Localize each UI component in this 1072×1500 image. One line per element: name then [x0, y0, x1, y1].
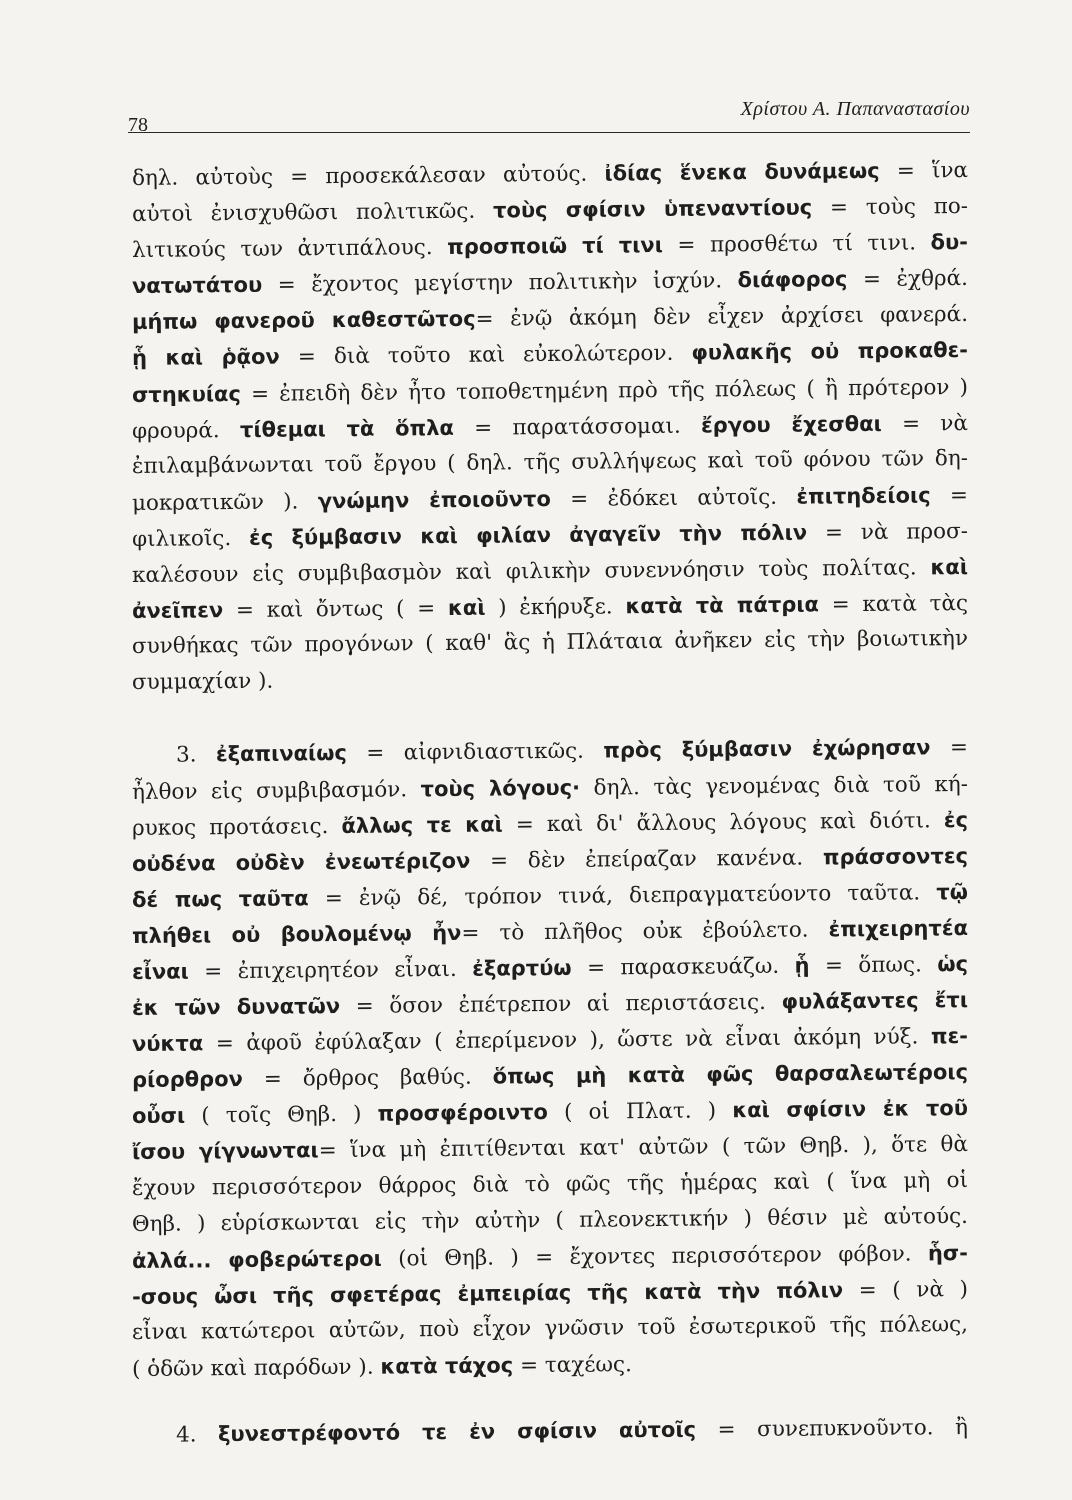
- gloss-text: = ἐπιχειρητέον εἶναι.: [188, 956, 473, 985]
- glossed-term: εἶναι: [131, 959, 189, 984]
- gloss-text: = καὶ ὄντως ( =: [223, 596, 449, 624]
- glossed-term: -σους ὦσι τῆς σφετέρας ἐμπειρίας τῆς κατὰ τὴν πόλιν: [131, 1277, 844, 1309]
- glossed-term: ἐπιχειρητέα: [828, 915, 969, 942]
- glossed-term: ἐξαπιναίως: [215, 741, 347, 767]
- gloss-text: συμμαχίαν ).: [131, 668, 274, 696]
- gloss-text: = ἐχθρά.: [847, 266, 969, 293]
- gloss-text: ἔχουν περισσότερον θάρρος διὰ τὸ φῶς τῆς ἡμέρας καὶ ( ἵνα μὴ οἱ: [131, 1167, 969, 1201]
- glossed-term: ἐξαρτύω: [472, 955, 572, 981]
- gloss-text: φιλικοῖς.: [131, 525, 250, 552]
- gloss-text: αὐτοὶ ἐνισχυθῶσι πολιτικῶς.: [131, 198, 494, 228]
- gloss-text: 3.: [175, 742, 217, 768]
- gloss-text: = συνεπυκνοῦντο. ἢ: [695, 1415, 969, 1443]
- gloss-text: = ( νὰ ): [842, 1276, 969, 1303]
- gloss-text: 4.: [175, 1422, 219, 1448]
- gloss-text: μοκρατικῶν ).: [131, 489, 318, 516]
- gloss-text: (οἱ Θηβ. ) = ἔχοντες περισσότερον φόβον.: [381, 1241, 929, 1272]
- glossed-term: ρίορθρον: [131, 1067, 243, 1093]
- gloss-text: συνθήκας τῶν προγόνων ( καθ' ἃς ἡ Πλάταια ἀνῆκεν εἰς τὴν βοιωτικὴν: [131, 626, 969, 660]
- gloss-text: εἶναι κατώτεροι αὐτῶν, ποὺ εἶχον γνῶσιν τοῦ ἐσωτερικοῦ τῆς πόλεως,: [131, 1311, 969, 1345]
- page-header: [128, 92, 970, 136]
- gloss-text: = ταχέως.: [513, 1352, 632, 1379]
- gloss-text: = ἵνα μὴ ἐπιτίθενται κατ' αὐτῶν ( τῶν Θηβ. ), ὅτε θὰ: [318, 1132, 969, 1164]
- gloss-text: = προσθέτω τί τινι.: [662, 230, 931, 259]
- gloss-text: ρυκος προτάσεις.: [131, 813, 342, 841]
- glossed-term: ἰδίας ἕνεκα δυνάμεως: [604, 158, 880, 186]
- glossed-term: ἧσ-: [927, 1240, 969, 1266]
- gloss-text: ( τοῖς Θηβ. ): [185, 1101, 378, 1129]
- gloss-text: =: [930, 735, 969, 761]
- gloss-text: = ἐπειδὴ δὲν ἦτο τοποθετημένη πρὸ τῆς πόλεως ( ἢ πρότερον ): [240, 374, 969, 407]
- glossed-term: ἀλλά... φοβερώτεροι: [131, 1246, 382, 1273]
- glossed-term: ἄλλως τε καὶ: [341, 812, 503, 838]
- text-line: [132, 1409, 968, 1453]
- gloss-text: ἦλθον εἰς συμβιβασμόν.: [131, 776, 421, 805]
- gloss-text: ( οἱ Πλατ. ): [547, 1098, 733, 1126]
- gloss-text: = παρασκευάζω.: [571, 953, 795, 981]
- glossed-term: ἐκ τῶν δυνατῶν: [131, 994, 341, 1021]
- gloss-text: ( ὁδῶν καὶ παρόδων ).: [131, 1354, 381, 1382]
- gloss-text: = ἐνῷ ἀκόμη δὲν εἶχεν ἀρχίσει φανερά.: [475, 302, 969, 333]
- gloss-text: = ἔχοντος μεγίστην πολιτικὴν ἰσχύν.: [262, 268, 738, 299]
- gloss-text: = παρατάσσομαι.: [453, 413, 702, 441]
- gloss-text: = δὲν ἐπείραζαν κανένα.: [470, 845, 824, 874]
- gloss-text: = ἐνῷ δέ, τρόπον τινά, διεπραγματεύοντο ταῦτα.: [308, 880, 937, 912]
- glossed-term: νύκτα: [131, 1031, 204, 1057]
- gloss-text: = νὰ προσ-: [806, 518, 969, 546]
- glossed-term: ᾗ: [794, 953, 810, 978]
- glossed-term: στηκυίας: [131, 381, 241, 407]
- glossed-term: κατὰ τὰ πάτρια: [625, 592, 820, 619]
- glossed-term: πε-: [930, 1024, 969, 1049]
- glossed-term: προσφέροιντο: [377, 1100, 549, 1126]
- glossed-term: γνώμην ἐποιοῦντο: [317, 486, 551, 514]
- body-text: [131, 157, 969, 1453]
- glossed-term: τῷ: [936, 879, 969, 905]
- gloss-text: δηλ. αὐτοὺς = προσεκάλεσαν αὐτούς.: [131, 161, 605, 191]
- glossed-term: ἀνεῖπεν: [131, 598, 224, 624]
- gloss-text: ) ἐκήρυξε.: [485, 594, 626, 621]
- glossed-term: ξυνεστρέφοντό τε ἐν σφίσιν αὐτοῖς: [217, 1417, 697, 1447]
- page-number: 78: [128, 114, 148, 136]
- text-line: [132, 657, 968, 701]
- glossed-term: προσποιῶ τί τινι: [447, 233, 663, 260]
- glossed-term: πρὸς ξύμβασιν ἐχώρησαν: [603, 735, 931, 763]
- gloss-text: = διὰ τοῦτο καὶ εὐκολώτερον.: [279, 341, 692, 371]
- gloss-text: ἐπιλαμβάνωνται τοῦ ἔργου ( δηλ. τῆς συλλήψεως καὶ τοῦ φόνου τῶν δη-: [131, 445, 969, 479]
- glossed-term: ἐς: [943, 807, 969, 832]
- glossed-term: δέ πως ταῦτα: [131, 886, 309, 912]
- glossed-term: οὖσι: [131, 1103, 186, 1129]
- glossed-term: πράσσοντες: [822, 843, 969, 870]
- glossed-term: ἐς ξύμβασιν καὶ φιλίαν ἀγαγεῖν τὴν πόλιν: [248, 520, 808, 550]
- glossed-term: πλήθει οὐ βουλομένῳ ἦν: [131, 920, 462, 948]
- gloss-text: Θηβ. ) εὑρίσκωνται εἰς τὴν αὐτὴν ( πλεονεκτικήν ) θέσιν μὲ αὐτούς.: [131, 1203, 969, 1237]
- glossed-term: δυ-: [930, 230, 969, 255]
- gloss-text: = ὅπως.: [809, 952, 938, 979]
- glossed-term: τοὺς σφίσιν ὑπεναντίους: [492, 195, 813, 223]
- gloss-text: = ὄρθρος βαθύς.: [242, 1064, 493, 1093]
- glossed-term: μήπω φανεροῦ καθεστῶτος: [131, 307, 476, 335]
- gloss-text: = ὅσον ἐπέτρεπον αἱ περιστάσεις.: [339, 989, 782, 1020]
- gloss-text: =: [930, 482, 969, 509]
- gloss-text: = καὶ δι' ἄλλους λόγους καὶ διότι.: [502, 807, 944, 838]
- glossed-term: φυλακῆς οὐ προκαθε-: [691, 338, 969, 366]
- glossed-term: ὅπως μὴ κατὰ φῶς θαρσαλεωτέροις: [492, 1060, 969, 1089]
- glossed-term: κατὰ τάχος: [380, 1353, 514, 1379]
- gloss-text: = κατὰ τὰς: [818, 591, 969, 618]
- glossed-term: ἴσου γίγνωνται: [131, 1138, 319, 1165]
- running-head: Χρίστου Α. Παπαναστασίου: [740, 98, 970, 120]
- gloss-text: = τὸ πλῆθος οὐκ ἐβούλετο.: [461, 917, 829, 946]
- glossed-term: καὶ: [930, 555, 969, 580]
- glossed-term: νατωτάτου: [131, 273, 263, 299]
- gloss-text: = νὰ: [881, 410, 969, 437]
- glossed-term: ᾗ καὶ ῥᾷον: [131, 345, 280, 371]
- gloss-text: = τοὺς πο-: [812, 194, 969, 221]
- glossed-term: ἐπιτηδείοις: [796, 483, 931, 509]
- gloss-text: = ἐδόκει αὐτοῖς.: [550, 484, 797, 512]
- gloss-text: = ἀφοῦ ἐφύλαξαν ( ἐπερίμενον ), ὥστε νὰ εἶναι ἀκόμη νύξ.: [203, 1024, 932, 1057]
- glossed-term: καὶ: [447, 595, 486, 621]
- glossed-term: οὐδένα οὐδὲν ἐνεωτέριζον: [131, 848, 471, 876]
- text-line: [132, 1343, 968, 1387]
- glossed-term: φυλάξαντες ἔτι: [781, 988, 969, 1014]
- glossed-term: τοὺς λόγους·: [420, 775, 581, 801]
- gloss-text: = αἰφνιδιαστικῶς.: [346, 738, 604, 767]
- glossed-term: ἔργου ἔχεσθαι: [700, 411, 882, 438]
- gloss-text: φρουρά.: [131, 417, 241, 444]
- gloss-text: = ἵνα: [879, 157, 969, 184]
- gloss-text: δηλ. τὰς γενομένας διὰ τοῦ κή-: [579, 771, 969, 801]
- gloss-text: λιτικούς των ἀντιπάλους.: [131, 235, 448, 264]
- glossed-term: καὶ σφίσιν ἐκ τοῦ: [732, 1096, 969, 1123]
- glossed-term: ὡς: [937, 951, 969, 977]
- glossed-term: διάφορος: [737, 267, 848, 293]
- glossed-term: τίθεμαι τὰ ὅπλα: [239, 415, 454, 442]
- gloss-text: καλέσουν εἰς συμβιβασμὸν καὶ φιλικὴν συνεννόησιν τοὺς πολίτας.: [131, 555, 931, 589]
